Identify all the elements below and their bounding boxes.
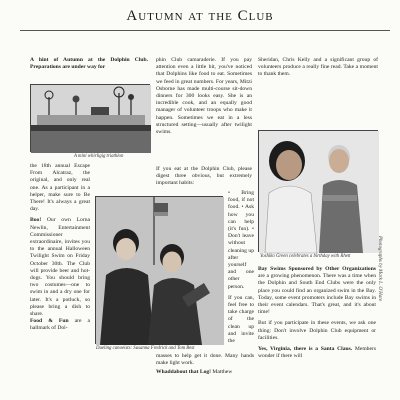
column-1-bottom [30,163,90,391]
photo-women [258,130,378,252]
col1-lead-boo: Boo! [30,217,42,224]
col3-paragraph-bay: are a growing phenomenon. There was a time when the Dolphin and South End Clubs were the only place you could find an organized swim in the Bay. Today, some event promoters include Bay swims in their event calendars. That's great, and it's about time! [258,273,376,316]
photo-swimmers [95,196,223,344]
col2-lead-log: Whaddabout that Log! [156,369,212,376]
col2-foot: masses to help get it done. Many hands make light work. [156,353,254,367]
col3-paragraph-santa: Members wonder if there will [258,346,377,360]
article-header [0,8,400,25]
col1-lead-food: Food & Fun [30,318,69,325]
column-2-list [228,190,254,345]
col3-lead-santa: Yes, Virginia, there is a Santa Claus. [258,346,353,353]
col2-paragraph-log: Matthew [211,369,233,376]
col2-habits-intro: If you eat at the Dolphin Club, please digest three obvious, but extremely important habits: [156,166,252,187]
col3-paragraph-log: Sheridan, Chris Kelly and a significant group of volunteers produce a really fine read. Take a moment to thank them. [258,57,378,78]
sculpture-illustration [31,85,151,153]
column-1-top [30,57,148,79]
column-2-top [156,57,252,163]
col1-paragraph-a: the 18th annual Escape From Alcatraz, the original, and only real one. As a participant in a helper, make sure to Be There! It's always a great day. [30,163,90,213]
column-2-mid [156,166,252,190]
col3-paragraph-participate: But if you participate in these events, we ask one thing: Don't involve Dolphin Club equipment or facilities. [258,320,376,341]
col2-paragraph-food: phin Club camaraderie. If you pay attention even a little bit, you've noticed that Dolphins like food to eat. Sometimes we feed in great numbers. For years, Mitzi Osborne has made multi-course sit-down dinners for 300 looks easy. She is an incredible cook, and an equally good manager of volunteer troops who make it happen. Sometimes we eat in a less structured setting—usually after twilight swims. [156,57,252,136]
swimmers-illustration [96,197,224,345]
caption-swimmers: Dueling canoeists: Susanna Fredrick and Tom Best [96,346,195,351]
lead-autumn: A hint of Autumn at the Dolphin Club. Preparations are under way for [30,57,148,71]
column-3-top [258,57,378,87]
photo-credit: Photographs by Mark L. O'Hare [377,236,382,302]
photo-sculpture [30,84,150,152]
column-3-bottom [258,266,376,394]
col2-habits-list: • Bring food, if not food. • Ask how you can help (it's fun). • Don't leave without cleaning up after yourself and one other person. [228,190,254,290]
title-rule [20,30,390,31]
caption-sculpture: A mini whirligig triathlon [74,154,124,159]
women-illustration [259,131,379,253]
col3-lead-bay: Bay Swims Sponsored by Other Organizations [258,266,376,272]
col1-paragraph-b: Our own Lorna Newlin, Entertainment Commissioner extraordinaire, invites you to the annual Halloween Twilight Swim on Friday October 30th. The Club will provide beer and hot-dogs. You should bring two costumes—one to swim in and a dry one for later. It's a potluck, so please bring a dish to share. [30,217,90,318]
article-title: Autumn at the Club [126,8,274,24]
col2-after: If you can, feel free to take charge of the clean up and invite the [228,294,254,345]
col1-paragraph-food: are a hallmark of Dol- [30,318,91,332]
caption-women: Yoshiko Green celebrates a birthday with Rhett [260,254,351,259]
column-2-bottom [156,353,254,393]
